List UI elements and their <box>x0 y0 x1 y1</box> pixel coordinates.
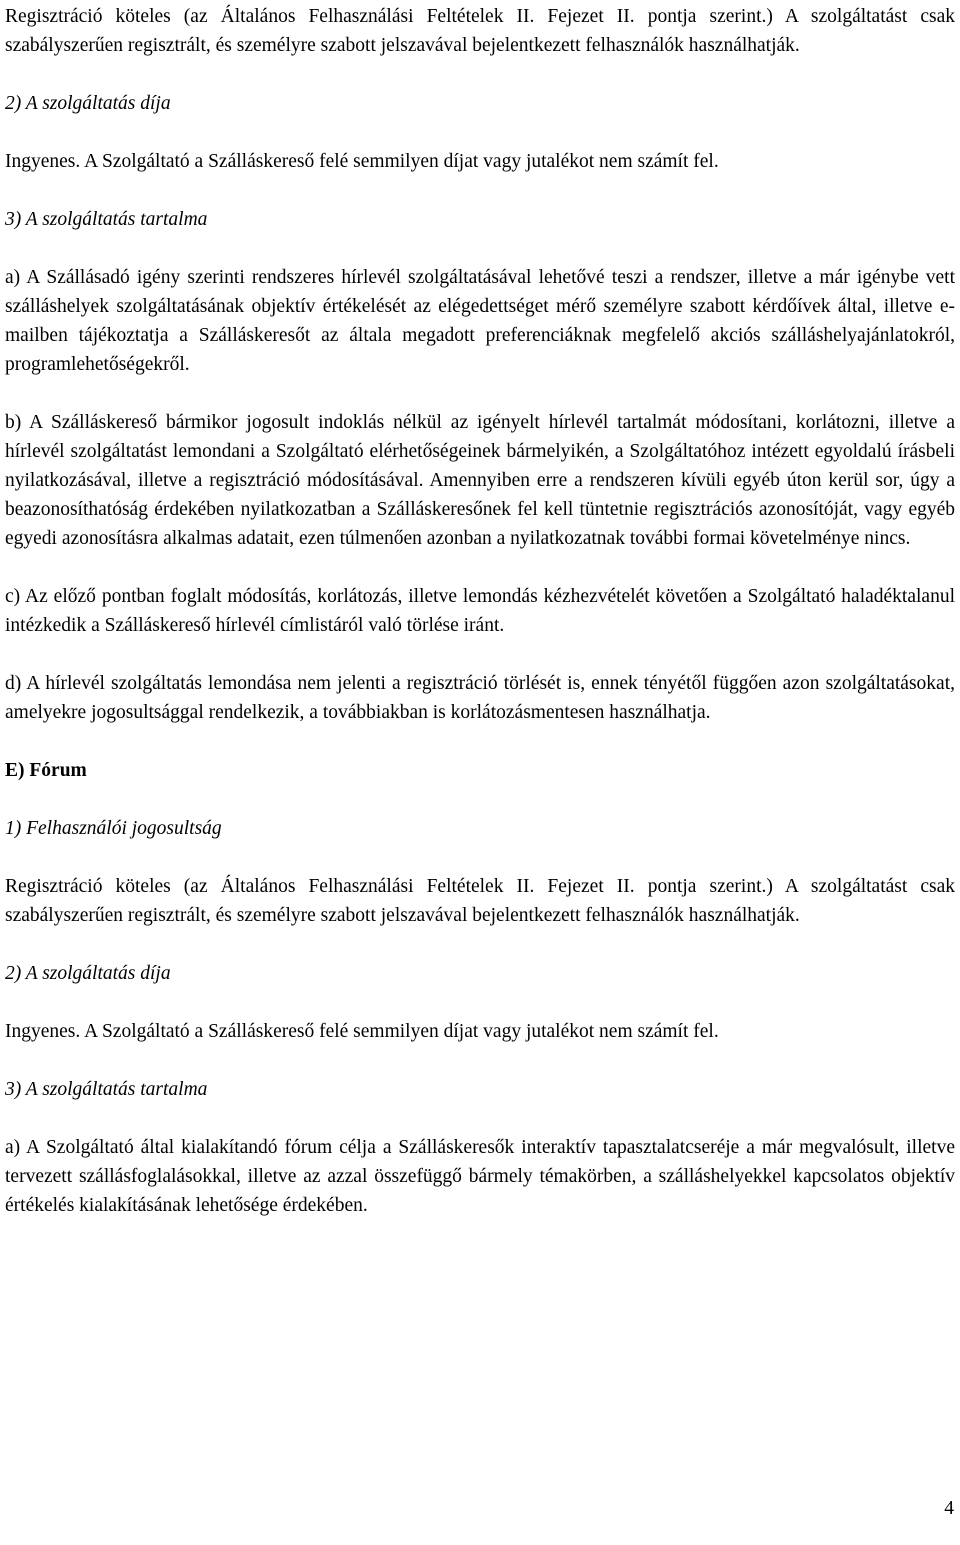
fee-heading: 2) A szolgáltatás díja <box>5 93 171 114</box>
forum-fee-paragraph: Ingyenes. A Szolgáltató a Szálláskereső felé semmilyen díjat vagy jutalékot nem számít fel. <box>5 1021 719 1042</box>
document-page <box>5 2 955 1249</box>
section-e-title: E) Fórum <box>5 760 87 781</box>
page-number: 4 <box>944 1498 954 1519</box>
item-c-paragraph: c) Az előző pontban foglalt módosítás, korlátozás, illetve lemondás kézhezvételét követően a Szolgáltató haladéktalanul intézkedik a Szálláskereső hírlevél címlistáról való törlése iránt. <box>5 586 955 636</box>
fee-paragraph: Ingyenes. A Szolgáltató a Szálláskereső felé semmilyen díjat vagy jutalékot nem számít fel. <box>5 151 719 172</box>
user-rights-heading: 1) Felhasználói jogosultság <box>5 818 222 839</box>
item-b-paragraph: b) A Szálláskereső bármikor jogosult indoklás nélkül az igényelt hírlevél tartalmát módosítani, korlátozni, illetve a hírlevél szolgáltatást lemondani a Szolgáltató elérhetőségeinek bármelyikén, a Szolgáltatóhoz intézett egyoldalú írásbeli nyilatkozásával, illetve a regisztráció módosításával. Amennyiben erre a rendszeren kívüli egyéb úton kerül sor, úgy a beazonosíthatóság érdekében nyilatkozatban a Szálláskeresőnek fel kell tüntetnie regisztrációs azonosítóját, vagy egyéb egyedi azonosításra alkalmas adatait, ezen túlmenően azonban a nyilatkozatnak további formai követelménye nincs. <box>5 412 955 549</box>
content-heading: 3) A szolgáltatás tartalma <box>5 209 208 230</box>
forum-fee-heading: 2) A szolgáltatás díja <box>5 963 171 984</box>
item-d-paragraph: d) A hírlevél szolgáltatás lemondása nem jelenti a regisztráció törlését is, ennek tényétől függően azon szolgáltatásokat, amelyekre jogosultsággal rendelkezik, a továbbiakban is korlátozásmentesen használhatja. <box>5 673 955 723</box>
forum-registration-paragraph: Regisztráció köteles (az Általános Felhasználási Feltételek II. Fejezet II. pontja szerint.) A szolgáltatást csak szabályszerűen regisztrált, és személyre szabott jelszavával bejelentkezett felhasználók használhatják. <box>5 876 955 926</box>
forum-content-heading: 3) A szolgáltatás tartalma <box>5 1079 208 1100</box>
registration-paragraph: Regisztráció köteles (az Általános Felhasználási Feltételek II. Fejezet II. pontja szerint.) A szolgáltatást csak szabályszerűen regisztrált, és személyre szabott jelszavával bejelentkezett felhasználók használhatják. <box>5 6 955 56</box>
forum-item-a-paragraph: a) A Szolgáltató által kialakítandó fórum célja a Szálláskeresők interaktív tapasztalatcseréje a már megvalósult, illetve tervezett szállásfoglalásokkal, illetve az azzal összefüggő bármely témakörben, a szálláshelyekkel kapcsolatos objektív értékelés kialakításának lehetősége érdekében. <box>5 1137 955 1216</box>
item-a-paragraph: a) A Szállásadó igény szerinti rendszeres hírlevél szolgáltatásával lehetővé teszi a rendszer, illetve a már igénybe vett szálláshelyek szolgáltatásának objektív értékelését az elégedettséget mérő személyre szabott kérdőívek által, illetve e-mailben tájékoztatja a Szálláskeresőt az általa megadott preferenciáknak megfelelő akciós szálláshelyajánlatokról, programlehetőségekről. <box>5 267 955 375</box>
